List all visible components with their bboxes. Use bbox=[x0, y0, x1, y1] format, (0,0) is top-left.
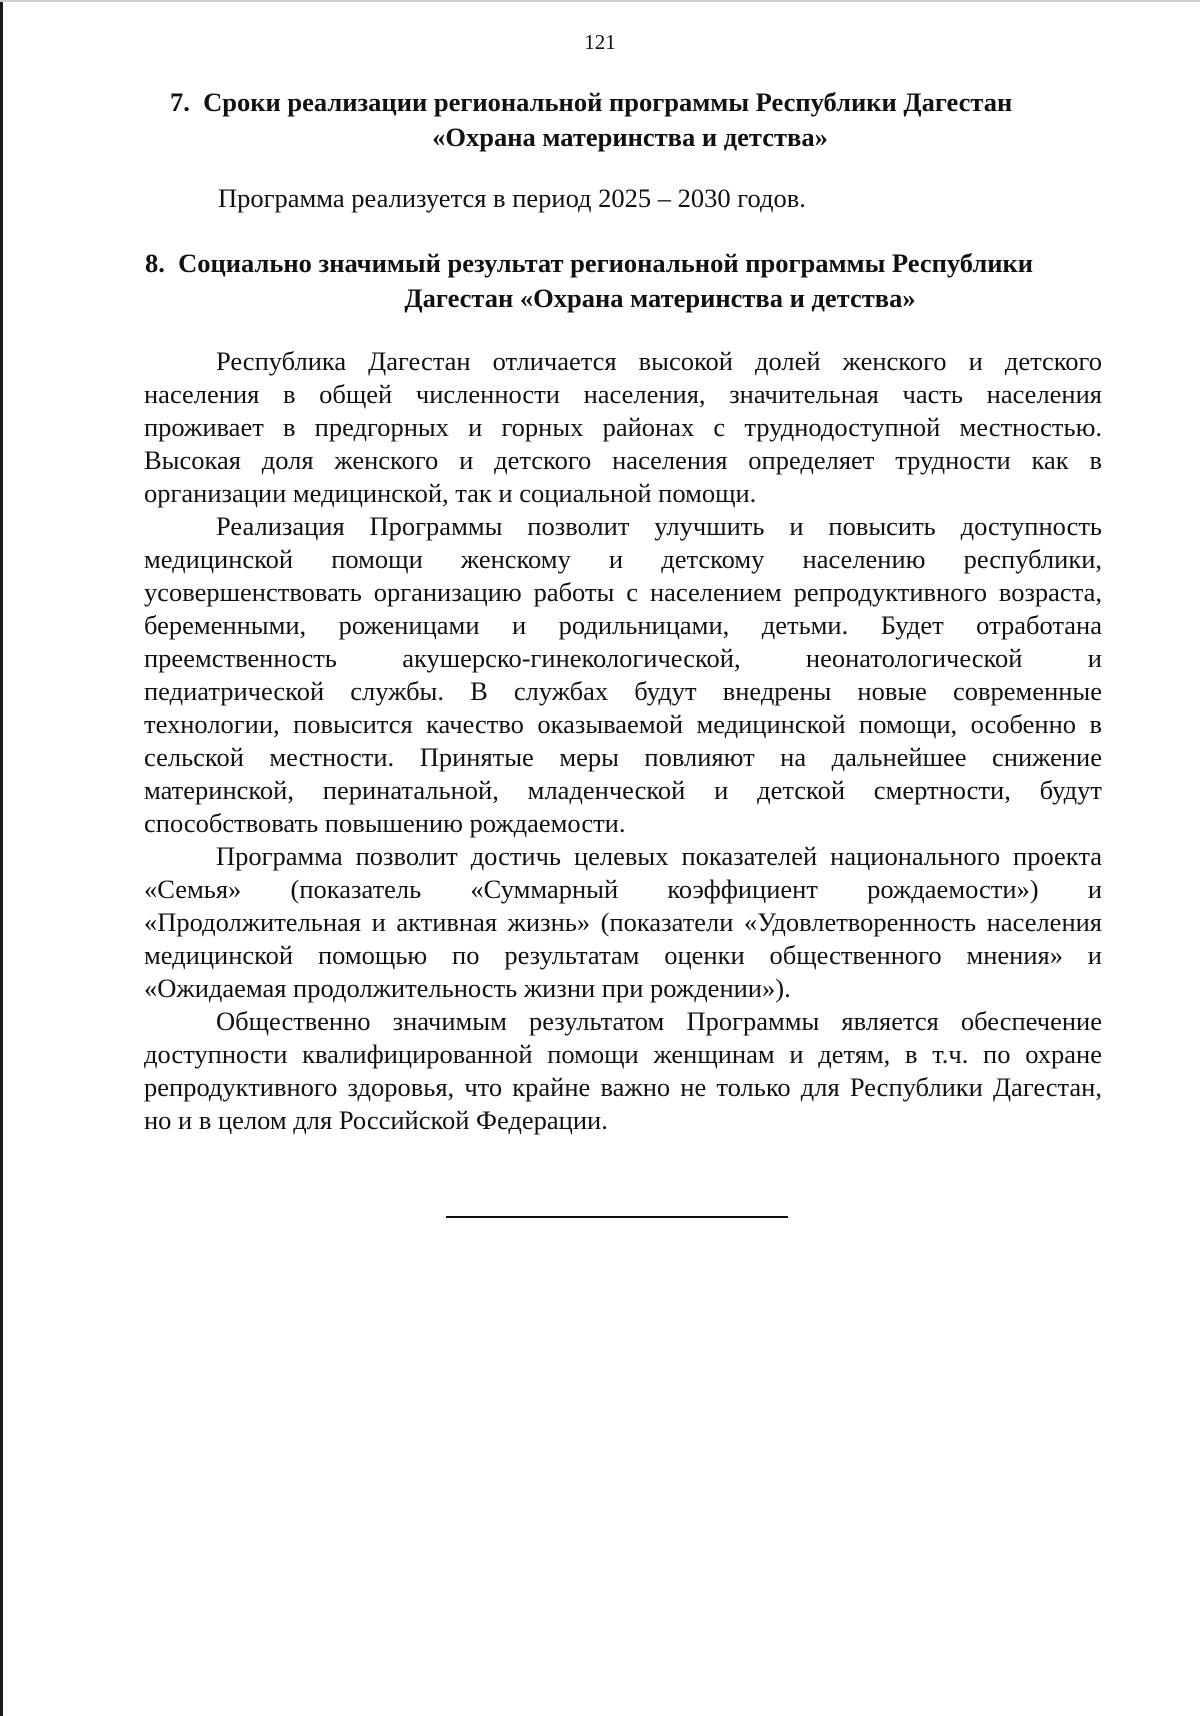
scan-edge-shadow bbox=[0, 0, 3, 1716]
section-7-text: Программа реализуется в период 2025 – 2030 годов. bbox=[218, 183, 806, 213]
section-8-number: 8. bbox=[145, 248, 165, 278]
paragraph: Общественно значимым результатом Программы является обеспечение доступности квалифицированной помощи женщинам и детям, в т.ч. по охране репродуктивного здоровья, что крайне важно не только для Республики Дагестан, но и в целом для Российской Федерации. bbox=[144, 1006, 1102, 1135]
page-number: 121 bbox=[584, 30, 616, 54]
section-7-title-line2: «Охрана материнства и детства» bbox=[432, 122, 828, 152]
section-7-heading bbox=[170, 85, 1100, 119]
section-7-number: 7. bbox=[170, 87, 190, 117]
section-8-title-line1: Социально значимый результат региональной программы Республики bbox=[178, 248, 1034, 278]
section-8-body bbox=[144, 345, 1102, 1137]
paragraph: Реализация Программы позволит улучшить и повысить доступность медицинской помощи женскому и детскому населению республики, усовершенствовать организацию работы с населением репродуктивного возраста, беременными, роженицами и родильницами, детьми. Будет отработана преемственность акушерско-гинекологической, неонатологической и педиатрической службы. В службах будут внедрены новые современные технологии, повысится качество оказываемой медицинской помощи, особенно в сельской местности. Принятые меры повлияют на дальнейшее снижение материнской, перинатальной, младенческой и детской смертности, будут способствовать повышению рождаемости. bbox=[144, 511, 1102, 838]
section-8-title-line2: Дагестан «Охрана материнства и детства» bbox=[404, 283, 916, 313]
scan-top-line bbox=[0, 0, 1200, 2]
paragraph: Программа позволит достичь целевых показателей национального проекта «Семья» (показатель «Суммарный коэффициент рождаемости») и «Продолжительная и активная жизнь» (показатели «Удовлетворенность населения медицинской помощью по результатам оценки общественного мнения» и «Ожидаемая продолжительность жизни при рождении»). bbox=[144, 841, 1102, 1003]
paragraph: Республика Дагестан отличается высокой долей женского и детского населения в общей численности населения, значительная часть населения проживает в предгорных и горных районах с труднодоступной местностью. Высокая доля женского и детского населения определяет трудности как в организации медицинской, так и социальной помощи. bbox=[144, 346, 1102, 508]
section-8-heading bbox=[145, 246, 1105, 280]
end-rule-divider bbox=[446, 1216, 788, 1218]
section-7-title-line1: Сроки реализации региональной программы Республики Дагестан bbox=[203, 87, 1013, 117]
